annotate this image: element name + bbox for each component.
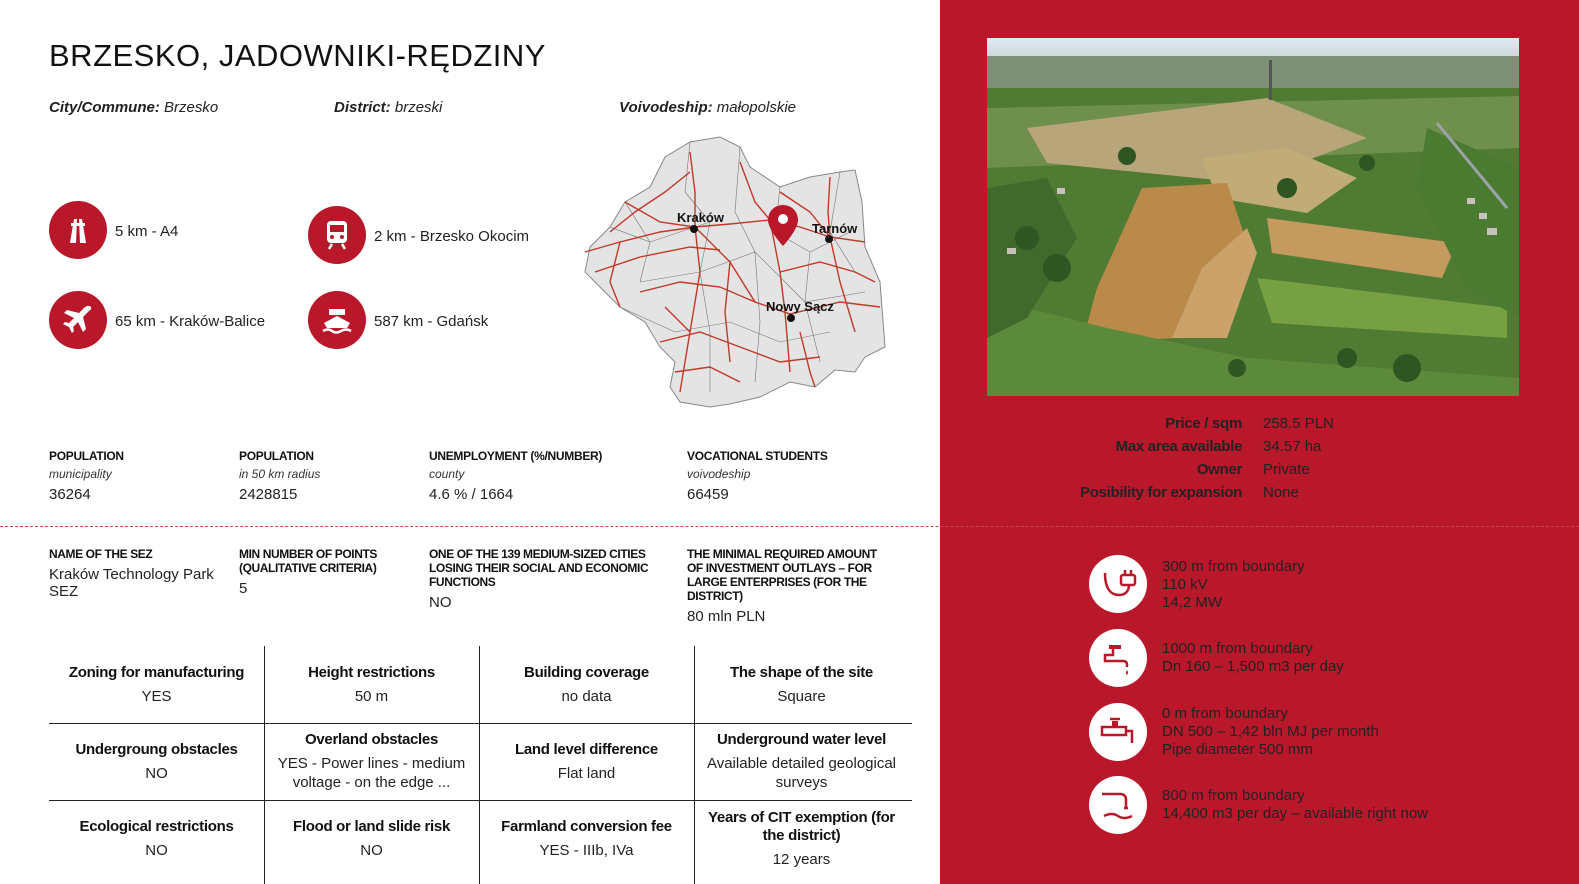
stat-vocational-students: VOCATIONAL STUDENTS voivodeship 66459 — [687, 449, 828, 503]
sewage-icon — [1089, 776, 1147, 834]
grid-cell-shape: The shape of the site Square — [730, 663, 873, 705]
sez-name: NAME OF THE SEZ Kraków Technology Park SEZ — [49, 547, 214, 600]
grid-cell-overland: Overland obstacles YES - Power lines - medium voltage - on the edge ... — [277, 731, 466, 791]
electricity-plug-icon — [1089, 555, 1147, 613]
voivodeship-map — [580, 132, 890, 412]
highway-icon — [49, 201, 107, 259]
transport-airplane-text: 65 km - Kraków-Balice — [115, 313, 266, 330]
property-price-label: Price / sqm — [1165, 415, 1242, 432]
site-parameters-grid — [49, 646, 912, 884]
train-icon — [308, 206, 366, 264]
grid-cell-water-level: Underground water level Available detailed geological surveys — [706, 731, 897, 791]
utility-gas: 0 m from boundary DN 500 – 1,42 bln MJ per month Pipe diameter 500 mm — [1162, 705, 1379, 758]
property-area-value: 34.57 ha — [1263, 438, 1322, 455]
utility-electricity: 300 m from boundary 110 kV 14,2 MW — [1162, 558, 1305, 611]
city-commune: City/Commune: Brzesko — [49, 99, 219, 116]
transport-ship-text: 587 km - Gdańsk — [374, 313, 489, 330]
property-owner-label: Owner — [1196, 461, 1242, 478]
grid-cell-ecological: Ecological restrictions NO — [79, 817, 234, 859]
district: District: brzeski — [334, 99, 443, 116]
grid-cell-height: Height restrictions 50 m — [308, 663, 435, 705]
grid-cell-flood: Flood or land slide risk NO — [293, 817, 450, 859]
grid-cell-farmland: Farmland conversion fee YES - IIIb, IVa — [501, 817, 672, 859]
property-price-value: 258.5 PLN — [1263, 415, 1334, 432]
transport-train-text: 2 km - Brzesko Okocim — [374, 228, 530, 245]
stat-population-municipality: POPULATION municipality 36264 — [49, 449, 124, 503]
sez-min-points: MIN NUMBER OF POINTS (QUALITATIVE CRITERIA) 5 — [239, 547, 377, 597]
stat-unemployment: UNEMPLOYMENT (%/NUMBER) county 4.6 % / 1664 — [429, 449, 603, 503]
aerial-site-photo — [987, 38, 1519, 396]
grid-cell-zoning: Zoning for manufacturing YES — [68, 663, 245, 705]
ship-icon — [308, 291, 366, 349]
utility-water: 1000 m from boundary Dn 160 – 1,500 m3 per day — [1162, 640, 1344, 675]
water-tap-icon — [1089, 629, 1147, 687]
property-owner-value: Private — [1263, 461, 1310, 478]
property-expansion-label: Posibility for expansion — [1080, 484, 1242, 501]
sez-min-investment: THE MINIMAL REQUIRED AMOUNT OF INVESTMENT OUTLAYS – FOR LARGE ENTERPRISES (FOR THE DISTRICT) 80 mln PLN — [687, 547, 877, 625]
grid-cell-coverage: Building coverage no data — [524, 663, 649, 705]
property-expansion-value: None — [1263, 484, 1299, 501]
transport-highway-text: 5 km - A4 — [115, 223, 179, 240]
sez-medium-cities: ONE OF THE 139 MEDIUM-SIZED CITIES LOSING THEIR SOCIAL AND ECONOMIC FUNCTIONS NO — [429, 547, 649, 611]
grid-cell-level: Land level difference Flat land — [515, 740, 658, 782]
page-title: BRZESKO, JADOWNIKI-RĘDZINY — [49, 38, 546, 73]
voivodeship: Voivodeship: małopolskie — [619, 99, 797, 116]
grid-cell-cit: Years of CIT exemption (for the district) 12 years — [708, 808, 895, 868]
gas-pipe-icon — [1089, 703, 1147, 761]
property-area-label: Max area available — [1115, 438, 1242, 455]
map-label-krakow: Kraków — [677, 210, 724, 225]
stat-population-radius: POPULATION in 50 km radius 2428815 — [239, 449, 321, 503]
map-label-tarnow: Tarnów — [812, 221, 858, 236]
section-divider — [0, 526, 1579, 527]
grid-cell-underground: Undergroung obstacles NO — [75, 740, 238, 782]
utility-sewage: 800 m from boundary 14,400 m3 per day – available right now — [1162, 787, 1429, 822]
airplane-icon — [49, 291, 107, 349]
map-label-nowy-sacz: Nowy Sącz — [766, 299, 834, 314]
